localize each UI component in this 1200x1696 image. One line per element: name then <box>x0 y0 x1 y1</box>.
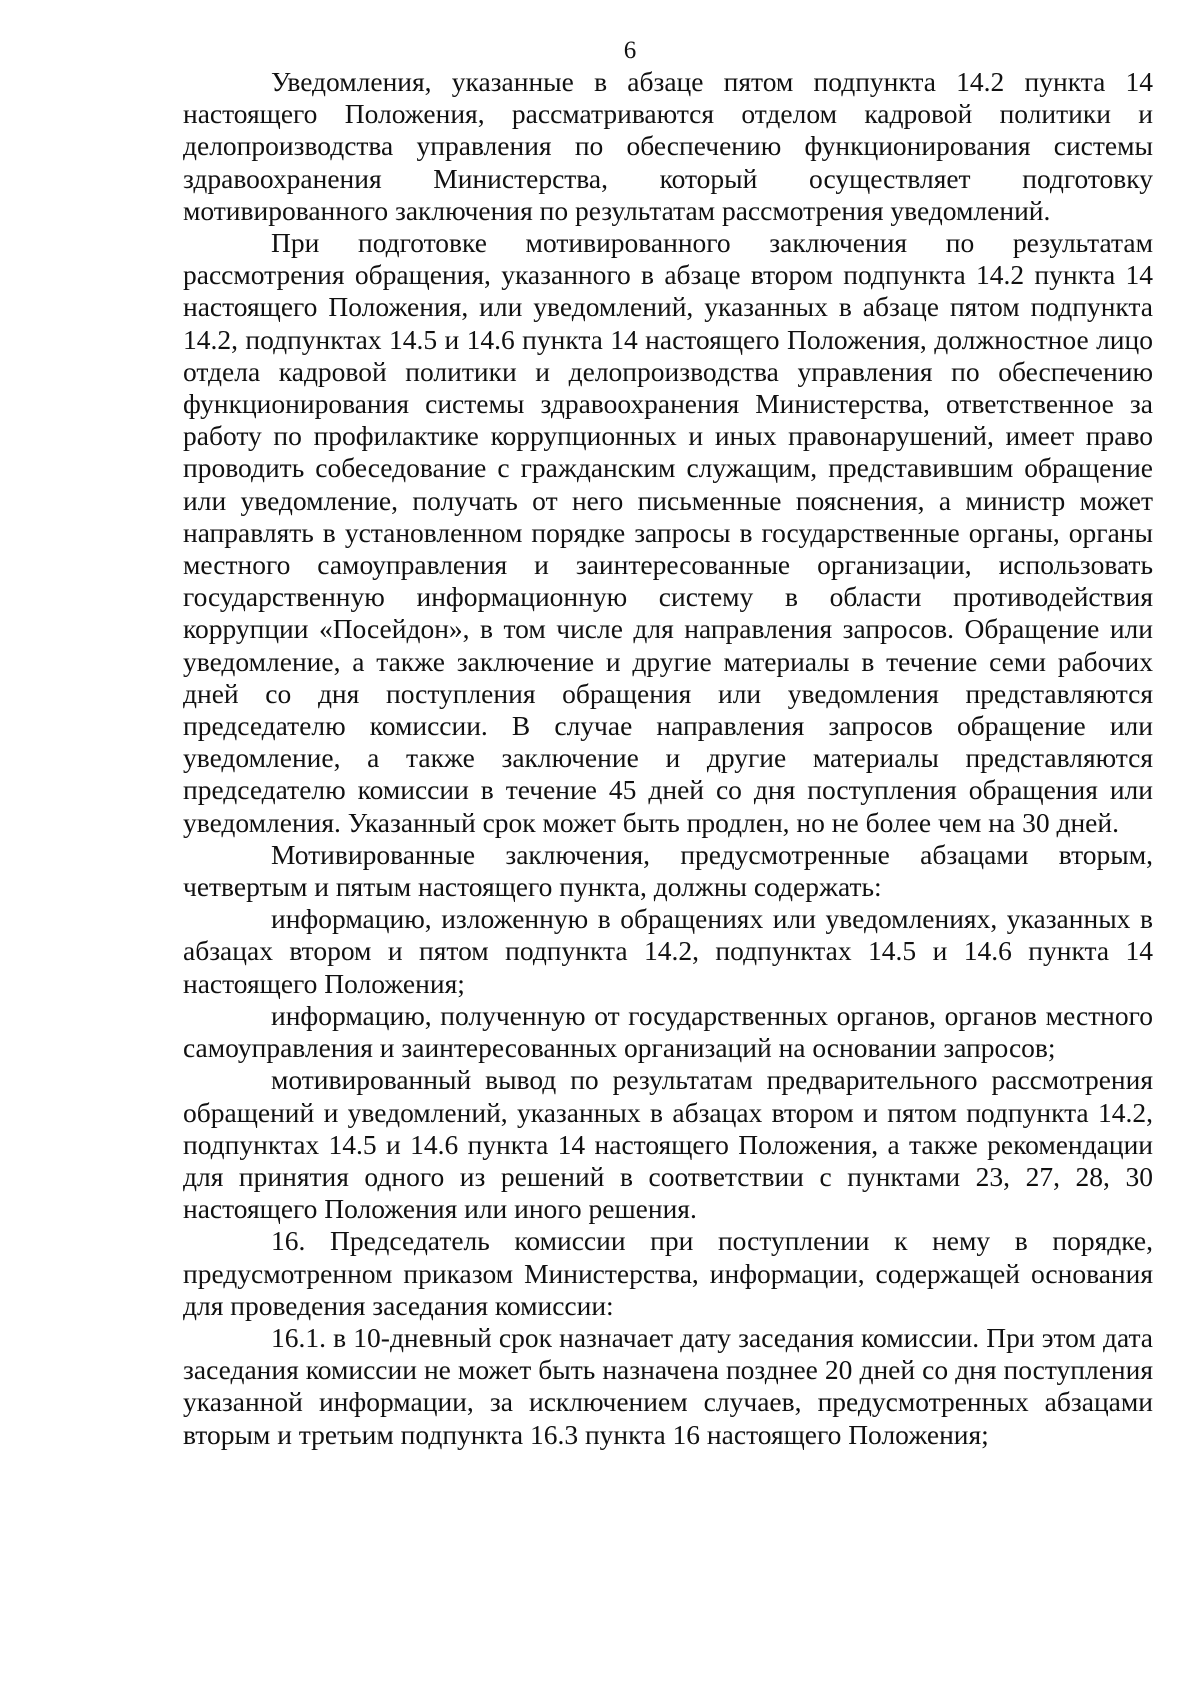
paragraph-subsection-16-1: 16.1. в 10-дневный срок назначает дату заседания комиссии. При этом дата заседания комиссии не может быть назначена позднее 20 дней со дня поступления указанной информации, за исключением случаев, предусмотренных абзацами вторым и третьим подпункта 16.3 пункта 16 настоящего Положения; <box>183 1321 1153 1450</box>
paragraph-notifications-review: Уведомления, указанные в абзаце пятом подпункта 14.2 пункта 14 настоящего Положения, рассматриваются отделом кадровой политики и делопроизводства управления по обеспечению функционирования системы здравоохранения Министерства, который осуществляет подготовку мотивированного заключения по результатам рассмотрения уведомлений. <box>183 66 1153 226</box>
paragraph-section-16: 16. Председатель комиссии при поступлении к нему в порядке, предусмотренном приказом Министерства, информации, содержащей основания для проведения заседания комиссии: <box>183 1225 1153 1321</box>
paragraph-item-reasoned-finding: мотивированный вывод по результатам предварительного рассмотрения обращений и уведомлений, указанных в абзацах втором и пятом подпункта 14.2, подпунктах 14.5 и 14.6 пункта 14 настоящего Положения, а также рекомендации для принятия одного из решений в соответствии с пунктами 23, 27, 28, 30 настоящего Положения или иного решения. <box>183 1064 1153 1225</box>
document-body <box>183 66 1153 1451</box>
paragraph-reasoned-conclusion-preparation: При подготовке мотивированного заключения по результатам рассмотрения обращения, указанного в абзаце втором подпункта 14.2 пункта 14 настоящего Положения, или уведомлений, указанных в абзаце пятом подпункта 14.2, подпунктах 14.5 и 14.6 пункта 14 настоящего Положения, должностное лицо отдела кадровой политики и делопроизводства управления по обеспечению функционирования системы здравоохранения Министерства, ответственное за работу по профилактике коррупционных и иных правонарушений, имеет право проводить собеседование с гражданским служащим, представившим обращение или уведомление, получать от него письменные пояснения, а министр может направлять в установленном порядке запросы в государственные органы, органы местного самоуправления и заинтересованные организации, использовать государственную информационную систему в области противодействия коррупции «Посейдон», в том числе для направления запросов. Обращение или уведомление, а также заключение и другие материалы в течение семи рабочих дней со дня поступления обращения или уведомления представляются председателю комиссии. В случае направления запросов обращение или уведомление, а также заключение и другие материалы представляются председателю комиссии в течение 45 дней со дня поступления обращения или уведомления. Указанный срок может быть продлен, но не более чем на 30 дней. <box>183 227 1153 838</box>
paragraph-item-received-information: информацию, полученную от государственных органов, органов местного самоуправления и заинтересованных организаций на основании запросов; <box>183 999 1153 1064</box>
paragraph-conclusion-contents: Мотивированные заключения, предусмотренные абзацами вторым, четвертым и пятым настоящего пункта, должны содержать: <box>183 838 1153 903</box>
paragraph-item-information: информацию, изложенную в обращениях или уведомлениях, указанных в абзацах втором и пятом подпункта 14.2, подпунктах 14.5 и 14.6 пункта 14 настоящего Положения; <box>183 903 1153 999</box>
page-number: 6 <box>623 37 637 64</box>
